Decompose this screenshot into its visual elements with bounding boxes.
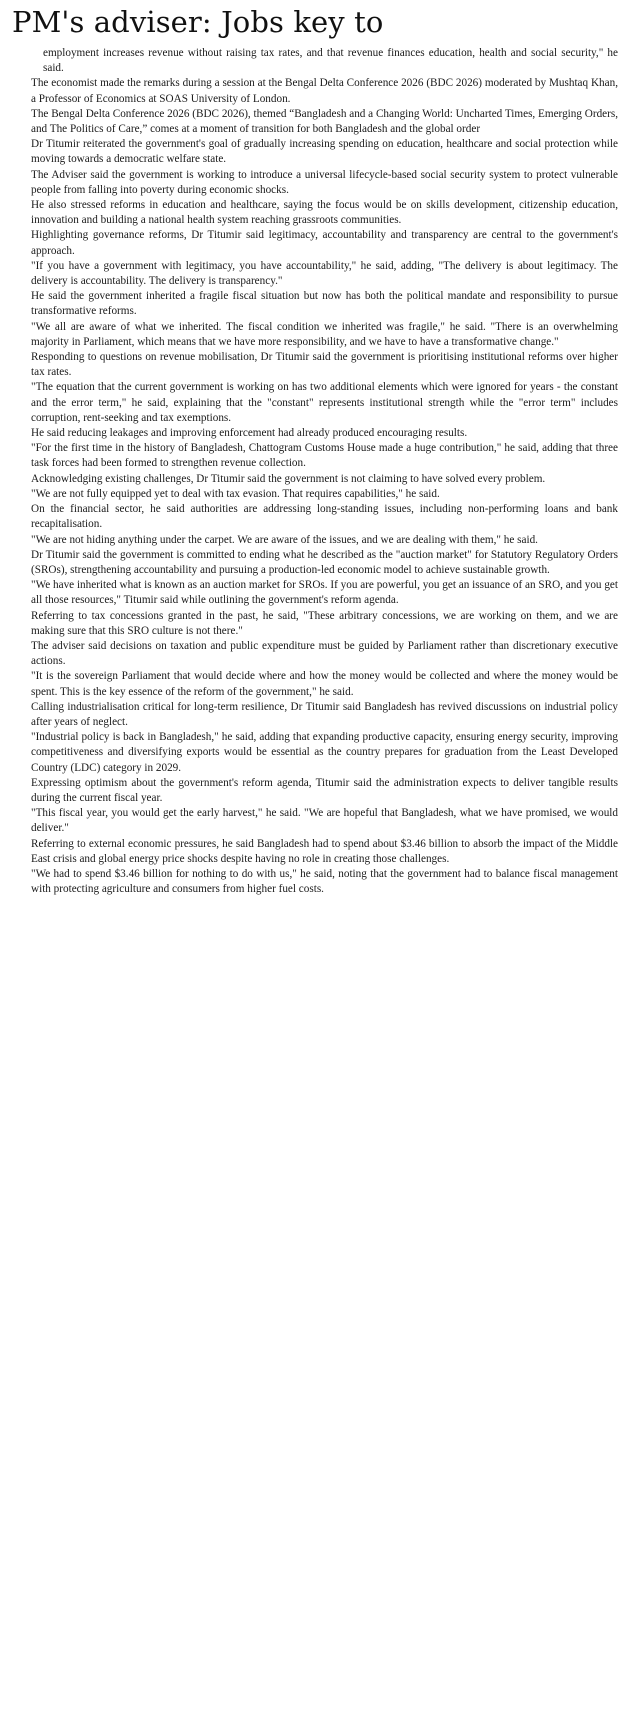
paragraph: "For the first time in the history of Bangladesh, Chattogram Customs House made a huge contribution," he said, adding that three task forces had been formed to strengthen revenue collection. — [31, 442, 618, 470]
paragraph: "This fiscal year, you would get the early harvest," he said. "We are hopeful that Bangladesh, what we have promised, we would deliver." — [31, 807, 618, 835]
paragraph: "The equation that the current government is working on has two additional elements which were ignored for years - the constant and the error term," he said, explaining that the "constant" represents institutional strength while the "error term" includes corruption, rent-seeking and tax exemptions. — [31, 381, 618, 424]
paragraph: Dr Titumir said the government is committed to ending what he described as the "auction market" for Statutory Regulatory Orders (SROs), strengthening accountability and pursuing a production-led economic model to achieve sustainable growth. — [31, 548, 618, 576]
paragraph: employment increases revenue without raising tax rates, and that revenue finances education, health and social security," he said. — [43, 47, 618, 75]
paragraph: Expressing optimism about the government's reform agenda, Titumir said the administration expects to deliver tangible results during the current fiscal year. — [31, 776, 618, 804]
paragraph: "If you have a government with legitimacy, you have accountability," he said, adding, "The delivery is about legitimacy. The delivery is accountability. The delivery is transparency." — [31, 259, 618, 288]
paragraph: Dr Titumir reiterated the government's goal of gradually increasing spending on education, healthcare and social protection while moving towards a democratic welfare state. — [31, 138, 618, 166]
paragraph: Referring to external economic pressures, he said Bangladesh had to spend about $3.46 billion to absorb the impact of the Middle East crisis and global energy price shocks despite having no role in creating those challenges. — [31, 837, 618, 865]
paragraph: The economist made the remarks during a session at the Bengal Delta Conference 2026 (BDC 2026) moderated by Mushtaq Khan, a Professor of Economics at SOAS University of London. — [31, 77, 618, 105]
paragraph: The Adviser said the government is working to introduce a universal lifecycle-based social security system to protect vulnerable people from falling into poverty during economic shocks. — [31, 168, 618, 196]
paragraph: Calling industrialisation critical for long-term resilience, Dr Titumir said Bangladesh has revived discussions on industrial policy after years of neglect. — [31, 700, 618, 728]
paragraph: He also stressed reforms in education and healthcare, saying the focus would be on skills development, citizenship education, innovation and building a national health system reaching grassroots communities. — [31, 199, 618, 227]
paragraph: "We are not fully equipped yet to deal with tax evasion. That requires capabilities," he said. — [31, 487, 440, 500]
paragraph: Highlighting governance reforms, Dr Titumir said legitimacy, accountability and transparency are central to the government's approach. — [31, 229, 618, 257]
paragraph: "We are not hiding anything under the carpet. We are aware of the issues, and we are dealing with them," he said. — [31, 533, 538, 546]
paragraph: He said reducing leakages and improving enforcement had already produced encouraging results. — [31, 427, 468, 440]
paragraph: "It is the sovereign Parliament that would decide where and how the money would be collected and where the money would be spent. This is the key essence of the reform of the government," he said. — [31, 670, 618, 698]
paragraph: He said the government inherited a fragile fiscal situation but now has both the political mandate and responsibility to pursue transformative reforms. — [31, 290, 618, 318]
paragraph: Responding to questions on revenue mobilisation, Dr Titumir said the government is prioritising institutional reforms over higher tax rates. — [31, 351, 618, 379]
paragraph: "We had to spend $3.46 billion for nothing to do with us," he said, noting that the government had to balance fiscal management with protecting agriculture and consumers from higher fuel costs. — [31, 867, 618, 896]
paragraph: The adviser said decisions on taxation and public expenditure must be guided by Parliament rather than discretionary executive actions. — [31, 639, 618, 668]
headline: PM's adviser: Jobs key to — [12, 5, 384, 39]
paragraph: On the financial sector, he said authorities are addressing long-standing issues, including non-performing loans and bank recapitalisation. — [31, 503, 618, 531]
paragraph: The Bengal Delta Conference 2026 (BDC 2026), themed “Bangladesh and a Changing World: Uncharted Times, Emerging Orders, and The Politics of Care,” comes at a moment of transition for both Bangladesh and the global order — [31, 107, 618, 136]
paragraph: "We have inherited what is known as an auction market for SROs. If you are powerful, you get an issuance of an SRO, and you get all those resources," Titumir said while outlining the government's reform agenda. — [31, 579, 618, 607]
paragraph: "We all are aware of what we inherited. The fiscal condition we inherited was fragile," he said. "There is an overwhelming majority in Parliament, which means that we have more responsibility, and we have to have a transformative change." — [31, 320, 618, 348]
paragraph: "Industrial policy is back in Bangladesh," he said, adding that expanding productive capacity, ensuring energy security, improving competitiveness and diversifying exports would be essential as the country prepares for graduation from the Least Developed Country (LDC) category in 2029. — [31, 731, 618, 774]
article-body — [31, 46, 618, 897]
paragraph: Referring to tax concessions granted in the past, he said, "These arbitrary concessions, we are working on them, and we are making sure that this SRO culture is not there." — [31, 609, 618, 637]
paragraph: Acknowledging existing challenges, Dr Titumir said the government is not claiming to have solved every problem. — [31, 472, 546, 485]
